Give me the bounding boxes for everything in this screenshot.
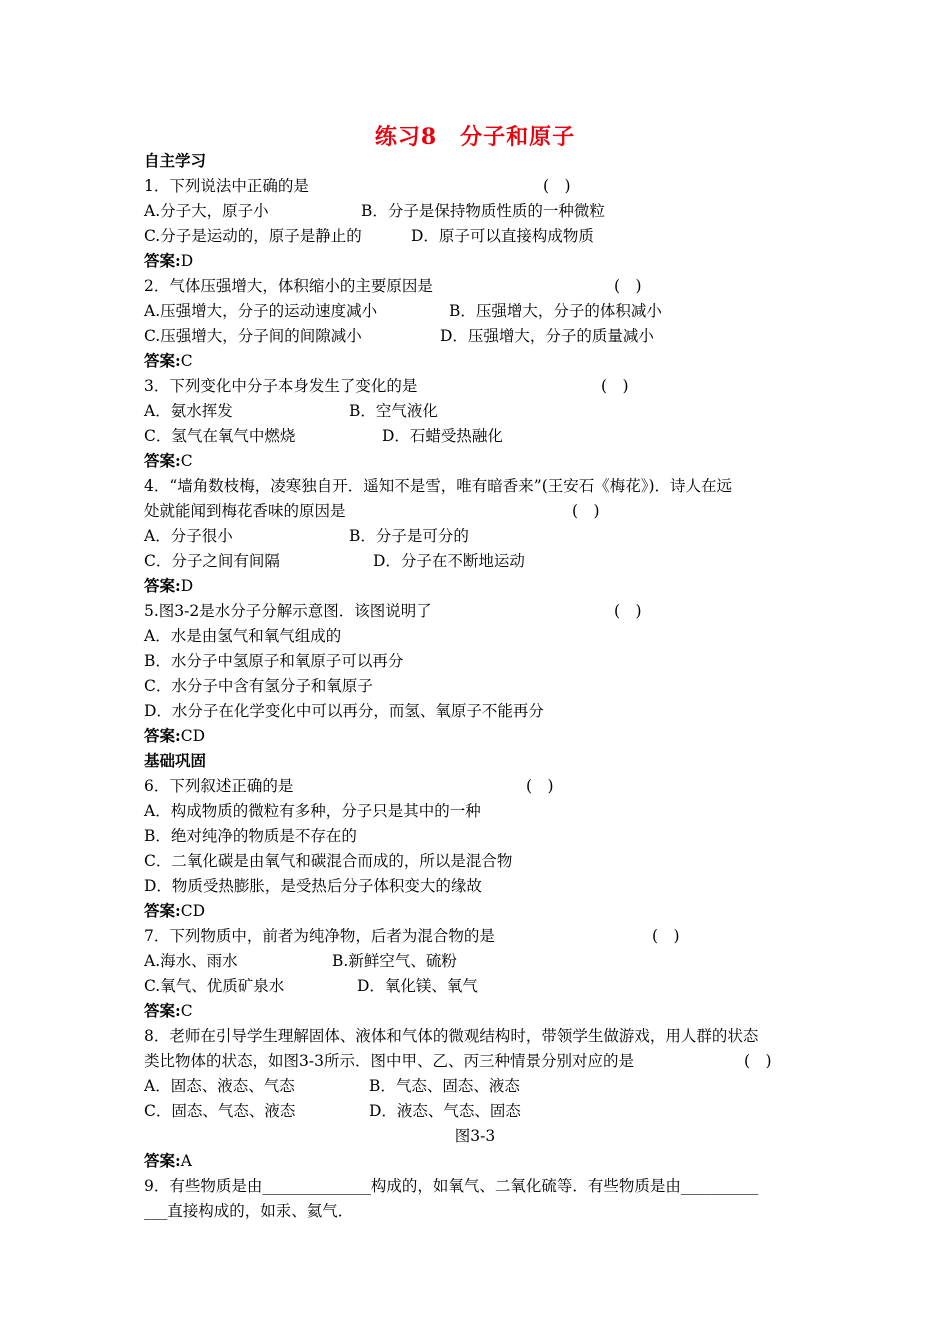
question-6-option-d: D．物质受热膨胀，是受热后分子体积变大的缘故	[144, 877, 482, 895]
question-4-stem-line-1: 4．“墙角数枝梅，凌寒独自开．遥知不是雪，唯有暗香来”(王安石《梅花》)．诗人在远	[144, 477, 733, 495]
question-9-line-2: ___直接构成的，如汞、氦气．	[144, 1202, 354, 1220]
answer-value: C	[180, 352, 193, 370]
answer-value: A	[180, 1152, 192, 1170]
question-6-answer	[144, 900, 205, 922]
question-8-option-a: A．固态、液态、气态	[144, 1077, 295, 1095]
question-3-stem: 3．下列变化中分子本身发生了变化的是	[144, 377, 418, 395]
question-1-option-b: B．分子是保持物质性质的一种微粒	[361, 202, 605, 220]
question-2-option-a: A.压强增大，分子的运动速度减小	[144, 302, 378, 320]
answer-label: 答案:	[144, 1001, 181, 1020]
question-2-answer	[144, 350, 193, 372]
answer-label: 答案:	[144, 901, 181, 920]
question-7-option-b: B.新鲜空气、硫粉	[332, 952, 457, 970]
answer-value: C	[180, 1002, 193, 1020]
question-2-stem: 2．气体压强增大，体积缩小的主要原因是	[144, 277, 433, 295]
answer-value: CD	[180, 902, 206, 920]
answer-value: D	[180, 252, 194, 270]
answer-label: 答案:	[144, 351, 181, 370]
question-9-line-1: 9．有些物质是由______________构成的，如氧气、二氧化硫等．有些物质是由__________	[144, 1177, 759, 1195]
question-5-answer	[144, 725, 205, 747]
question-3-option-b: B．空气液化	[349, 402, 438, 420]
question-8-option-b: B．气态、固态、液态	[369, 1077, 520, 1095]
question-5-option-c: C．水分子中含有氢分子和氧原子	[144, 677, 373, 695]
question-4-answer-blank: ( )	[572, 502, 600, 520]
question-4-stem-line-2: 处就能闻到梅花香味的原因是	[144, 502, 346, 520]
question-5-option-d: D．水分子在化学变化中可以再分，而氢、氧原子不能再分	[144, 702, 544, 720]
question-1-option-c: C.分子是运动的，原子是静止的	[144, 227, 362, 245]
question-7-option-c: C.氧气、优质矿泉水	[144, 977, 285, 995]
question-8-stem-line-2: 类比物体的状态，如图3-3所示．图中甲、乙、丙三种情景分别对应的是	[144, 1052, 634, 1070]
answer-label: 答案:	[144, 726, 181, 745]
answer-value: C	[180, 452, 193, 470]
question-7-stem: 7．下列物质中，前者为纯净物，后者为混合物的是	[144, 927, 495, 945]
question-6-option-b: B．绝对纯净的物质是不存在的	[144, 827, 357, 845]
question-3-option-a: A．氨水挥发	[144, 402, 233, 420]
question-2-answer-blank: ( )	[614, 277, 642, 295]
question-8-answer-blank: ( )	[744, 1052, 772, 1070]
question-1-stem: 1．下列说法中正确的是	[144, 177, 309, 195]
question-7-answer	[144, 1000, 193, 1022]
question-6-option-c: C．二氧化碳是由氧气和碳混合而成的，所以是混合物	[144, 852, 513, 870]
question-6-stem: 6．下列叙述正确的是	[144, 777, 294, 795]
question-5-stem: 5.图3-2是水分子分解示意图．该图说明了	[144, 602, 432, 620]
section-heading-basic-consolidation: 基础巩固	[144, 751, 207, 770]
question-5-answer-blank: ( )	[614, 602, 642, 620]
answer-label: 答案:	[144, 451, 181, 470]
question-2-option-b: B．压强增大，分子的体积减小	[449, 302, 662, 320]
question-5-option-a: A．水是由氢气和氧气组成的	[144, 627, 342, 645]
question-8-option-c: C．固态、气态、液态	[144, 1102, 296, 1120]
question-3-option-c: C．氢气在氧气中燃烧	[144, 427, 296, 445]
question-1-answer-blank: ( )	[543, 177, 571, 195]
figure-caption: 图3-3	[454, 1127, 496, 1145]
question-3-answer	[144, 450, 193, 472]
question-7-option-a: A.海水、雨水	[144, 952, 238, 970]
question-4-answer	[144, 575, 193, 597]
question-4-option-c: C．分子之间有间隔	[144, 552, 280, 570]
answer-value: D	[180, 577, 194, 595]
answer-label: 答案:	[144, 251, 181, 270]
page-title: 练习8 分子和原子	[374, 124, 576, 150]
question-6-option-a: A．构成物质的微粒有多种，分子只是其中的一种	[144, 802, 481, 820]
question-4-option-d: D．分子在不断地运动	[373, 552, 525, 570]
question-1-option-a: A.分子大，原子小	[144, 202, 269, 220]
question-4-option-a: A．分子很小	[144, 527, 233, 545]
question-7-option-d: D．氧化镁、氧气	[357, 977, 478, 995]
question-8-option-d: D．液态、气态、固态	[369, 1102, 521, 1120]
question-7-answer-blank: ( )	[652, 927, 680, 945]
question-1-answer	[144, 250, 193, 272]
question-4-option-b: B．分子是可分的	[349, 527, 469, 545]
question-5-option-b: B．水分子中氢原子和氧原子可以再分	[144, 652, 404, 670]
answer-label: 答案:	[144, 1151, 181, 1170]
question-2-option-d: D．压强增大，分子的质量减小	[440, 327, 654, 345]
question-8-stem-line-1: 8．老师在引导学生理解固体、液体和气体的微观结构时，带领学生做游戏，用人群的状态	[144, 1027, 759, 1045]
question-8-answer	[144, 1150, 192, 1172]
question-6-answer-blank: ( )	[526, 777, 554, 795]
question-3-answer-blank: ( )	[601, 377, 629, 395]
answer-value: CD	[180, 727, 206, 745]
section-heading-self-study: 自主学习	[144, 151, 207, 170]
question-2-option-c: C.压强增大，分子间的间隙减小	[144, 327, 362, 345]
question-1-option-d: D．原子可以直接构成物质	[411, 227, 594, 245]
answer-label: 答案:	[144, 576, 181, 595]
question-3-option-d: D．石蜡受热融化	[382, 427, 503, 445]
